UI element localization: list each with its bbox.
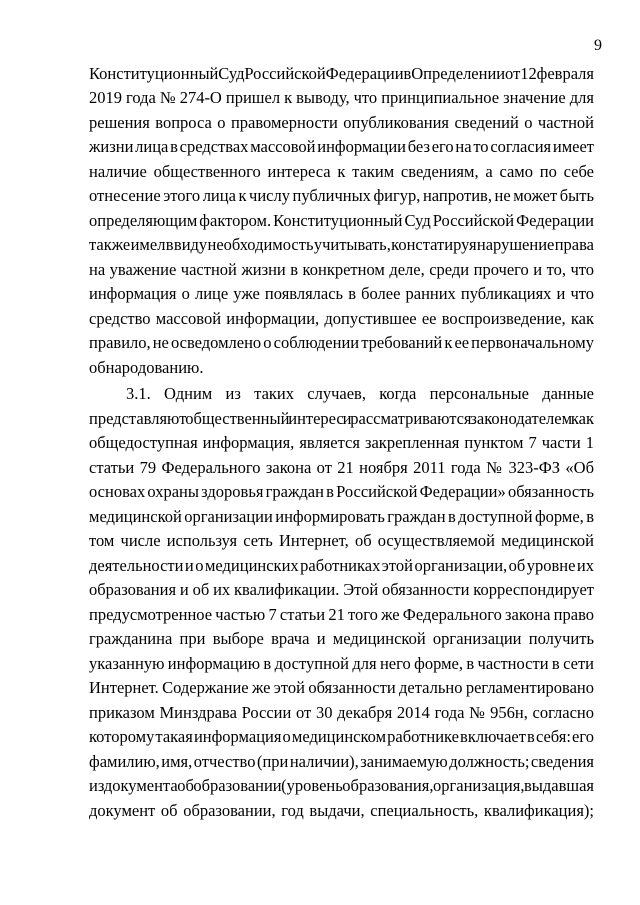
paragraph-2-line: образования и об их квалификации. Этой обязанности корреспондирует — [89, 580, 594, 599]
paragraph-1-line: отнесение этого лица к числу публичных фигур, напротив, не может быть — [89, 186, 594, 205]
paragraph-2-line: медицинской организации информировать граждан в доступной форме, в — [89, 507, 594, 526]
paragraph-2-line: указанную информацию в доступной для него форме, в частности в сети — [89, 654, 594, 673]
paragraph-2-line: из документа об образовании (уровень образования, организация, выдавшая — [89, 776, 594, 795]
paragraph-1-line: решения вопроса о правомерности опубликования сведений о частной — [89, 113, 594, 132]
paragraph-2-line: представляют общественный интерес и рассматриваются законодателем как — [89, 409, 594, 428]
paragraph-2-line: приказом Минздрава России от 30 декабря 2014 года № 956н, согласно — [89, 703, 594, 722]
paragraph-1-line: 2019 года № 274-О пришел к выводу, что принципиальное значение для — [89, 88, 594, 107]
paragraph-2-line: статьи 79 Федерального закона от 21 ноября 2011 года № 323-ФЗ «Об — [89, 458, 594, 477]
paragraph-1-line: правило, не осведомлено о соблюдении требований к ее первоначальному — [89, 333, 594, 352]
paragraph-1-line: информация о лице уже появлялась в более ранних публикациях и что — [89, 284, 594, 303]
paragraph-1-line: обнародованию. — [89, 358, 204, 377]
paragraph-2-line: 3.1. Одним из таких случаев, когда персональные данные — [126, 384, 594, 403]
paragraph-1-line: на уважение частной жизни в конкретном деле, среди прочего и то, что — [89, 260, 594, 279]
paragraph-1-line: Конституционный Суд Российской Федерации в Определении от 12 февраля — [89, 64, 594, 83]
paragraph-2-line: которому такая информация о медицинском работнике включает в себя: его — [89, 727, 594, 746]
paragraph-1-line: также имел в виду необходимость учитывать, констатируя нарушение права — [89, 235, 594, 254]
paragraph-2-line: документ об образовании, год выдачи, специальность, квалификация); — [89, 801, 594, 820]
paragraph-1-line: наличие общественного интереса к таким сведениям, а само по себе — [89, 162, 594, 181]
paragraph-2-line: общедоступная информация, является закрепленная пунктом 7 части 1 — [89, 433, 594, 452]
paragraph-2-line: Интернет. Содержание же этой обязанности детально регламентировано — [89, 678, 594, 697]
paragraph-2-line: гражданина при выборе врача и медицинской организации получить — [89, 629, 594, 648]
page-number: 9 — [594, 37, 602, 54]
paragraph-2-line: предусмотренное частью 7 статьи 21 того же Федерального закона право — [89, 605, 594, 624]
paragraph-2-line: основах охраны здоровья граждан в Российской Федерации» обязанность — [89, 482, 594, 501]
paragraph-2-line: фамилию, имя, отчество (при наличии), занимаемую должность; сведения — [89, 752, 594, 771]
paragraph-1-line: определяющим фактором. Конституционный Суд Российской Федерации — [89, 211, 594, 230]
paragraph-2-line: деятельности и о медицинских работниках этой организации, об уровне их — [89, 556, 594, 575]
paragraph-1-line: жизни лица в средствах массовой информации без его на то согласия имеет — [89, 137, 594, 156]
paragraph-2-line: том числе используя сеть Интернет, об осуществляемой медицинской — [89, 531, 594, 550]
paragraph-1-line: средство массовой информации, допустившее ее воспроизведение, как — [89, 309, 594, 328]
